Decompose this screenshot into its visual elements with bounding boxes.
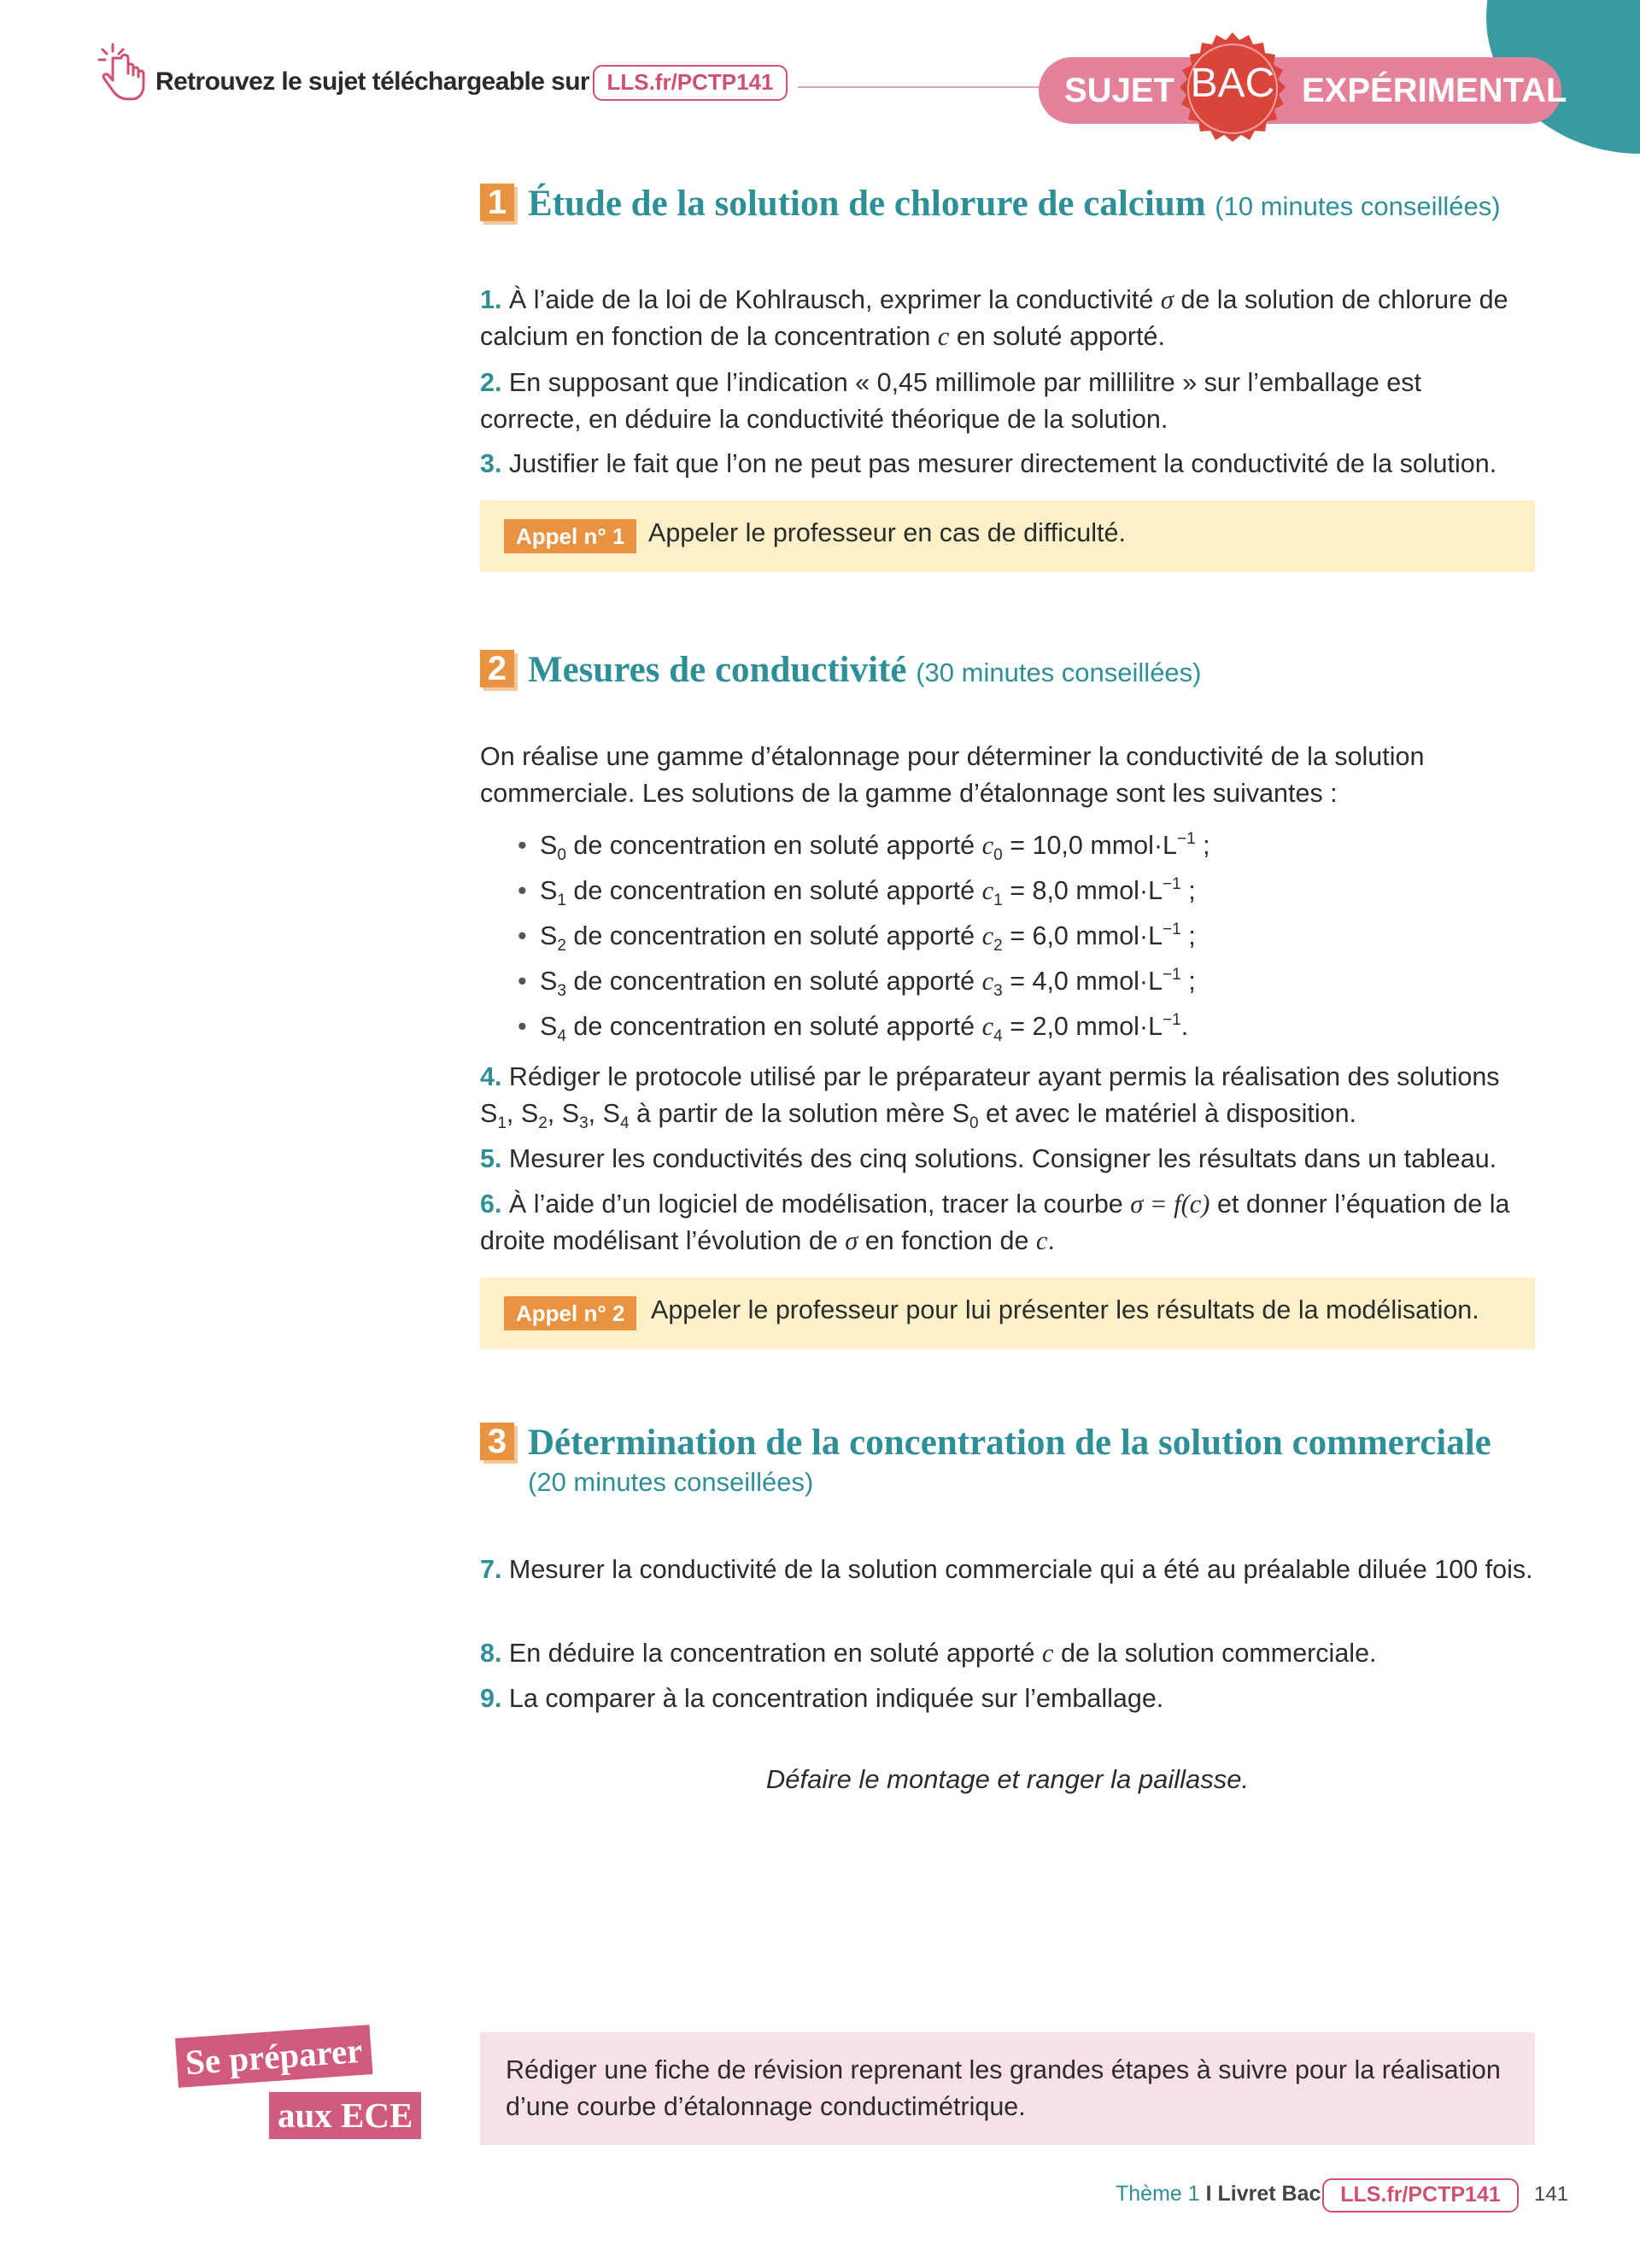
section-2-number: 2	[480, 650, 514, 687]
question-text: En supposant que l’indication « 0,45 millimole par millilitre » sur l’emballage est correcte, en déduire la conductivité théorique de la solution.	[480, 368, 1421, 434]
unit-exponent: −1	[1163, 875, 1181, 893]
question-text: et avec le matériel à disposition.	[986, 1099, 1357, 1128]
question-text: À l’aide de la loi de Kohlrausch, exprimer la conductivité	[508, 285, 1154, 314]
header-text: Retrouvez le sujet téléchargeable sur	[155, 67, 590, 96]
solution-index: 0	[557, 846, 566, 864]
solution-bullet	[518, 963, 1196, 1000]
period: .	[1047, 1226, 1055, 1255]
bullet-icon: •	[518, 967, 527, 996]
appel-2-label: Appel n° 2	[504, 1296, 636, 1330]
unit: mmol·L	[1090, 831, 1178, 860]
section-2-intro: On réalise une gamme d’étalonnage pour déterminer la conductivité de la solution commerciale. Les solutions de la gamme d’étalonnage sont les suivantes :	[480, 742, 1425, 808]
question-text: Mesurer la conductivité de la solution commerciale qui a été au préalable diluée 100 fois.	[508, 1555, 1533, 1584]
solution-desc: de concentration en soluté apporté	[573, 831, 975, 860]
solution-name: S	[540, 876, 558, 905]
question-text: en fonction de	[864, 1226, 1029, 1255]
bullet-end: ;	[1195, 831, 1210, 860]
section-2-title	[528, 649, 1202, 691]
solution-index: 1	[557, 891, 566, 909]
question-4	[480, 1059, 1539, 1132]
appel-1-text: Appeler le professeur en cas de difficulté.	[648, 518, 1126, 547]
question-text: de la solution commerciale.	[1060, 1639, 1377, 1668]
solution-desc: de concentration en soluté apporté	[573, 967, 975, 996]
concentration-value: = 4,0	[1010, 967, 1069, 996]
question-text: à partir de la solution mère	[636, 1099, 946, 1128]
footer-theme-label: Thème 1	[1116, 2182, 1200, 2206]
question-text: Mesurer les conductivités des cinq solutions. Consigner les résultats dans un tableau.	[508, 1144, 1497, 1173]
section-1-title	[528, 183, 1501, 225]
question-number: 1.	[480, 285, 502, 314]
c-index: 1	[993, 891, 1003, 909]
section-1-number: 1	[480, 184, 514, 221]
banner-sujet: SUJET	[1064, 72, 1174, 109]
question-number: 8.	[480, 1639, 502, 1668]
unit-exponent: −1	[1163, 1011, 1181, 1029]
concentration-value: = 10,0	[1010, 831, 1083, 860]
unit-exponent: −1	[1163, 921, 1181, 938]
solution-index: 4	[557, 1027, 566, 1045]
bullet-icon: •	[518, 921, 527, 950]
solution-name: S	[540, 967, 558, 996]
question-text: en soluté apporté.	[956, 322, 1165, 351]
unit-exponent: −1	[1177, 830, 1196, 848]
bullet-end: ;	[1180, 921, 1196, 950]
section-3-number: 3	[480, 1423, 514, 1460]
appel-1-label: Appel n° 1	[504, 519, 636, 553]
solution-name: S	[540, 921, 558, 950]
section-3-time: (20 minutes conseillées)	[528, 1467, 814, 1497]
unit: mmol·L	[1075, 967, 1163, 996]
unit: mmol·L	[1075, 876, 1163, 905]
c-index: 4	[993, 1027, 1003, 1045]
final-note: Défaire le montage et ranger la paillasse.	[765, 1764, 1250, 1794]
question-1	[480, 282, 1539, 355]
question-text: et donner l’équation de la droite modélisant l’évolution de	[480, 1190, 1510, 1255]
unit: mmol·L	[1075, 921, 1163, 950]
question-2	[480, 365, 1522, 438]
c-variable: c	[981, 967, 994, 996]
question-5	[480, 1141, 1556, 1178]
c-variable: c	[1035, 1226, 1048, 1255]
question-text: À l’aide d’un logiciel de modélisation, tracer la courbe	[508, 1190, 1123, 1219]
sigma-symbol: σ	[1160, 285, 1174, 314]
c-variable: c	[981, 1012, 994, 1041]
c-variable: c	[981, 831, 994, 860]
section-2-time: (30 minutes conseillées)	[916, 658, 1202, 687]
section-2-title-text: Mesures de conductivité	[528, 650, 907, 690]
unit: mmol·L	[1075, 1012, 1163, 1041]
question-text: La comparer à la concentration indiquée sur l’emballage.	[508, 1684, 1164, 1713]
appel-1-box	[480, 500, 1535, 572]
concentration-value: = 8,0	[1010, 876, 1069, 905]
question-3	[480, 446, 1556, 482]
question-8	[480, 1635, 1539, 1672]
question-text: Justifier le fait que l’on ne peut pas mesurer directement la conductivité de la solution.	[508, 449, 1497, 478]
c-variable: c	[981, 921, 994, 950]
c-index: 2	[993, 937, 1003, 955]
footer-link[interactable]: LLS.fr/PCTP141	[1322, 2178, 1519, 2212]
question-text: En déduire la concentration en soluté apporté	[508, 1639, 1035, 1668]
sigma-formula: σ = f(c)	[1130, 1190, 1210, 1219]
header-divider	[798, 86, 1046, 88]
ece-tag-line-1: Se préparer	[175, 2025, 372, 2088]
click-hand-icon	[96, 43, 150, 104]
sigma-symbol: σ	[845, 1226, 858, 1255]
concentration-value: = 6,0	[1010, 921, 1069, 950]
revision-text: Rédiger une fiche de révision reprenant les grandes étapes à suivre pour la réalisation d’une courbe d’étalonnage conductimétrique.	[506, 2055, 1501, 2121]
footer-theme	[1116, 2182, 1321, 2207]
c-variable: c	[937, 322, 950, 351]
question-number: 6.	[480, 1190, 502, 1219]
c-variable: c	[1041, 1639, 1054, 1668]
solution-name: S	[540, 1012, 558, 1041]
bullet-end: ;	[1180, 967, 1196, 996]
unit-exponent: −1	[1163, 966, 1181, 984]
solution-bullet	[518, 827, 1210, 864]
question-6	[480, 1186, 1539, 1260]
solution-desc: de concentration en soluté apporté	[573, 921, 975, 950]
solution-bullet	[518, 1008, 1188, 1045]
question-number: 3.	[480, 449, 502, 478]
question-number: 5.	[480, 1144, 502, 1173]
page-number: 141	[1534, 2183, 1569, 2206]
bullet-end: .	[1180, 1012, 1189, 1041]
solutions-s1-s4: $S_1$, $S_2$, $S_3$, $S_4$	[480, 1099, 630, 1132]
footer-livret: Livret Bac	[1217, 2182, 1321, 2206]
appel-2-text: Appeler le professeur pour lui présenter les résultats de la modélisation.	[651, 1295, 1479, 1324]
question-9	[480, 1681, 1539, 1717]
bullet-end: ;	[1180, 876, 1196, 905]
c-index: 3	[993, 982, 1003, 1000]
bullet-icon: •	[518, 876, 527, 905]
section-1-title-text: Étude de la solution de chlorure de calcium	[528, 184, 1206, 224]
question-7	[480, 1552, 1539, 1588]
revision-box	[480, 2032, 1535, 2145]
c-variable: c	[981, 876, 994, 905]
header-link[interactable]: LLS.fr/PCTP141	[593, 65, 788, 101]
solution-index: 3	[557, 982, 566, 1000]
question-number: 9.	[480, 1684, 502, 1713]
question-number: 4.	[480, 1062, 502, 1091]
solution-desc: de concentration en soluté apporté	[573, 1012, 975, 1041]
solution-index: 2	[557, 937, 566, 955]
question-number: 7.	[480, 1555, 502, 1584]
solution-s0: $S_0$	[952, 1099, 979, 1132]
banner-experimental: EXPÉRIMENTAL	[1302, 72, 1567, 109]
bullet-icon: •	[518, 1012, 527, 1041]
footer-separator: I	[1199, 2182, 1218, 2206]
question-text: de la solution de chlorure de calcium en fonction de la concentration	[480, 285, 1508, 351]
c-index: 0	[993, 846, 1003, 864]
solution-bullet	[518, 918, 1196, 955]
question-text: Rédiger le protocole utilisé par le préparateur ayant permis la réalisation des solutions	[508, 1062, 1500, 1091]
bullet-icon: •	[518, 831, 527, 860]
ece-tag-line-2: aux ECE	[269, 2092, 421, 2139]
question-number: 2.	[480, 368, 502, 397]
solution-desc: de concentration en soluté apporté	[573, 876, 975, 905]
section-1-time: (10 minutes conseillées)	[1215, 191, 1501, 221]
concentration-value: = 2,0	[1010, 1012, 1069, 1041]
banner-bac: BAC	[1190, 61, 1275, 106]
section-3-title: Détermination de la concentration de la solution commerciale	[528, 1423, 1491, 1463]
solution-bullet	[518, 873, 1196, 909]
appel-2-box	[480, 1277, 1535, 1349]
solution-name: S	[540, 831, 558, 860]
